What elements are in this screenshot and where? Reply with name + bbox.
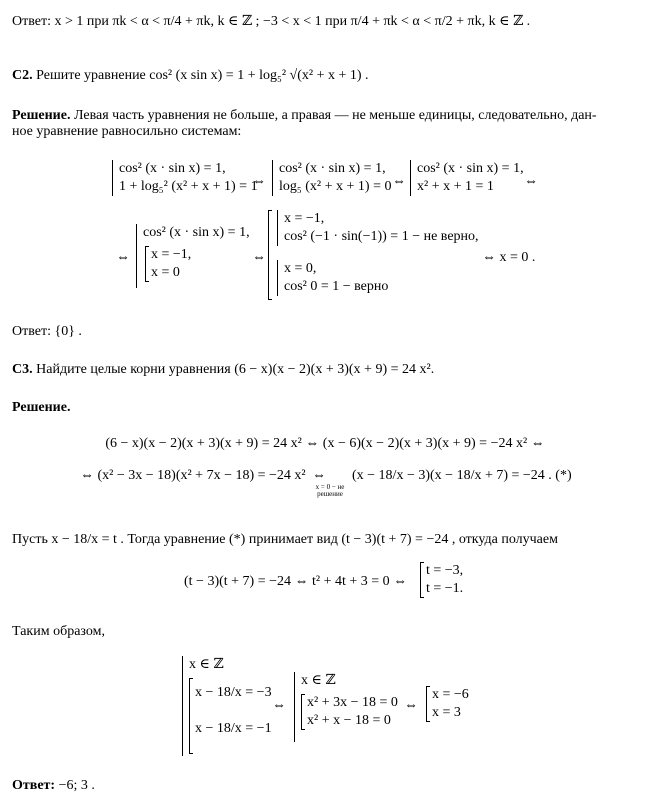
- final-system-1: [182, 656, 272, 756]
- root: x = 3: [432, 705, 461, 720]
- system-eq: cos² (−1 · sin(−1)) = 1 − не верно,: [284, 229, 479, 244]
- problem-text: Найдите целые корни уравнения (6 − x)(x − 2)(x + 3)(x + 9) = 24 x².: [36, 362, 435, 377]
- system-5b: [277, 260, 388, 296]
- solution-text-2: ное уравнение равносильно системам:: [12, 124, 242, 139]
- system-3: [410, 160, 524, 196]
- problem-label: С2.: [12, 68, 33, 83]
- system-eq: x² + x + 1 = 1: [417, 179, 494, 194]
- system-eq: cos² (x · sin x) = 1,: [417, 161, 524, 176]
- equiv-sign: ⇔: [272, 698, 286, 713]
- root: x = −6: [432, 687, 469, 702]
- system-eq: x ∈ ℤ: [301, 673, 336, 688]
- thus-text: Таким образом,: [12, 624, 105, 639]
- problem-c2: [12, 68, 369, 84]
- answer-label: Ответ:: [12, 778, 56, 793]
- system-4: [136, 224, 250, 288]
- system-eq: x − 18/x = −3: [195, 685, 272, 700]
- problem-c3: [12, 362, 434, 378]
- answer-value: −6; 3 .: [58, 778, 95, 793]
- collection-bracket: [420, 562, 463, 598]
- answer-line-1: Ответ: x > 1 при πk < α < π/4 + πk, k ∈ ℤ ; −3 < x < 1 при π/4 + πk < α < π/2 + πk, k ∈ ℤ .: [12, 14, 531, 29]
- root: t = −1.: [426, 581, 464, 596]
- system-eq: cos² (x · sin x) = 1,: [143, 225, 250, 240]
- problem-label: С3.: [12, 362, 33, 377]
- equiv-sign: ⇔: [392, 174, 406, 189]
- system-eq: x² + 3x − 18 = 0: [307, 695, 398, 710]
- equiv-note: x = 0 − не решение: [315, 483, 345, 498]
- system-eq: x ∈ ℤ: [189, 657, 224, 672]
- equiv-sign: ⇔: [116, 250, 130, 265]
- equation-line: ⇔ (x² − 3x − 18)(x² + 7x − 18) = −24 x²: [80, 468, 306, 483]
- system-eq: x = −1,: [151, 247, 192, 262]
- system-eq: cos² (x · sin x) = 1,: [279, 161, 386, 176]
- system-eq: 1 + log₅² (x² + x + 1) = 1: [119, 179, 258, 194]
- root: t = −3,: [426, 563, 464, 578]
- solution-paragraph: [12, 108, 597, 124]
- system-eq: cos² (x · sin x) = 1,: [119, 161, 226, 176]
- system-eq: cos² 0 = 1 − верно: [284, 279, 389, 294]
- equiv-sign: ⇔: [252, 250, 266, 265]
- solution-text: Левая часть уравнения не больше, а правая — не меньше единицы, следовательно, дан-: [73, 108, 597, 123]
- equiv-sign: ⇔: [252, 174, 266, 189]
- system-eq: x = −1,: [284, 211, 325, 226]
- solution-label: Решение.: [12, 108, 71, 123]
- system-eq: x = 0,: [284, 261, 317, 276]
- equation-line: (6 − x)(x − 2)(x + 3)(x + 9) = 24 x² ⇔ (x − 6)(x − 2)(x + 3)(x + 9) = −24 x² ⇔: [105, 436, 545, 451]
- equation-line: (t − 3)(t + 7) = −24 ⇔ t² + 4t + 3 = 0 ⇔: [184, 574, 408, 589]
- system-2: [272, 160, 391, 196]
- problem-text: Решите уравнение cos² (x sin x) = 1 + log₅² √(x² + x + 1) .: [36, 68, 369, 83]
- collection-bracket: [268, 210, 479, 300]
- system-5a: [277, 210, 479, 246]
- system-eq: log₅ (x² + x + 1) = 0: [279, 179, 392, 194]
- collection-bracket: [189, 678, 272, 754]
- result-x0: ⇔ x = 0 .: [482, 250, 536, 265]
- solution-label: Решение.: [12, 400, 71, 415]
- collection-bracket: [301, 694, 398, 730]
- answer-line-2: Ответ: {0} .: [12, 324, 82, 339]
- system-eq: x² + x − 18 = 0: [307, 713, 391, 728]
- equation-line: (x − 18/x − 3)(x − 18/x + 7) = −24 . (*): [352, 468, 572, 483]
- system-eq: x − 18/x = −1: [195, 721, 272, 736]
- final-system-2: [294, 672, 398, 742]
- equiv-sign: ⇔: [404, 698, 418, 713]
- collection-bracket: [145, 246, 191, 282]
- substitution-text: Пусть x − 18/x = t . Тогда уравнение (*) принимает вид (t − 3)(t + 7) = −24 , откуда получаем: [12, 532, 558, 547]
- equiv-sign: ⇔: [524, 174, 538, 189]
- final-answer: [12, 778, 95, 794]
- collection-bracket: [426, 686, 469, 722]
- system-1: [112, 160, 258, 196]
- system-eq: x = 0: [151, 265, 180, 280]
- equiv-sign: ⇔: [312, 468, 326, 483]
